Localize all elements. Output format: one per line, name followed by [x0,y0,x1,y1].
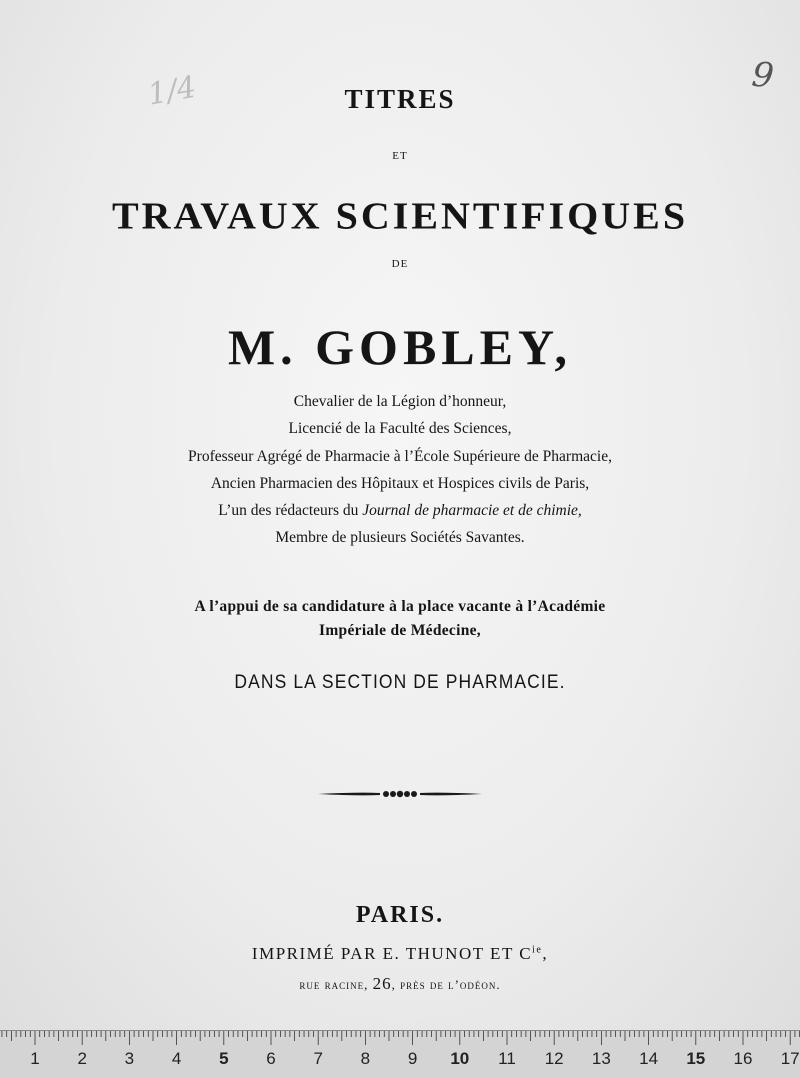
journal-title: Journal de pharmacie et de chimie, [362,502,582,519]
ruler-number: 5 [219,1049,229,1068]
candidature-line-1: A l’appui de sa candidature à la place vacante à l’Académie [194,598,606,615]
qualification-prefix: L’un des rédacteurs du [218,502,363,519]
section-line: DANS LA SECTION DE PHARMACIE. [234,672,566,693]
title-titres: TITRES [344,84,456,114]
qualification-line: Licencié de la Faculté des Sciences, [288,420,512,437]
qualification-line: Ancien Pharmacien des Hôpitaux et Hospices civils de Paris, [210,475,590,492]
pencil-mark: 1/4 [145,69,199,113]
ruler-number: 15 [686,1049,706,1068]
ruler-ticks [0,1031,800,1051]
handwritten-page-number: 9 [749,54,776,97]
ruler-number: 1 [30,1049,40,1068]
ruler-number: 14 [639,1049,659,1068]
ruler-number: 3 [124,1049,135,1068]
imprint-city: PARIS. [355,902,445,928]
ruler-number: 2 [77,1049,87,1068]
title-et: ET [392,150,408,162]
ruler-number: 7 [313,1049,323,1068]
ruler-number: 12 [544,1049,564,1068]
qualification-line: Chevalier de la Légion d’honneur, [293,393,507,410]
ruler-number: 9 [407,1049,418,1068]
address-landmark: , près de l’odéon. [391,977,501,992]
ruler-number: 6 [266,1049,276,1068]
address-number: 26 [372,974,392,993]
printer-name: IMPRIMÉ PAR E. THUNOT ET C [251,944,533,963]
printer-line [0,944,800,964]
ornament-divider [318,786,482,802]
printer-superscript: ie [532,944,543,956]
ruler-number: 17 [780,1049,800,1068]
title-de: DE [391,258,409,270]
author-name: M. GOBLEY, [227,319,573,375]
ruler-number: 4 [171,1049,182,1068]
measurement-ruler [0,1030,800,1078]
address-line [0,974,800,994]
qualification-line: Membre de plusieurs Sociétés Savantes. [275,529,525,546]
ruler-number: 13 [591,1049,611,1068]
ruler-number: 10 [450,1049,470,1068]
address-street: rue racine, [299,977,373,992]
ruler-number: 11 [498,1049,516,1068]
printer-comma: , [542,944,549,963]
ruler-number: 16 [733,1049,753,1068]
title-main: TRAVAUX SCIENTIFIQUES [111,194,689,237]
qualification-line: Professeur Agrégé de Pharmacie à l’École Supérieure de Pharmacie, [188,448,612,465]
qualification-line [0,502,800,520]
candidature-line-2: Impériale de Médecine, [319,622,481,639]
ruler-number: 8 [360,1049,371,1068]
